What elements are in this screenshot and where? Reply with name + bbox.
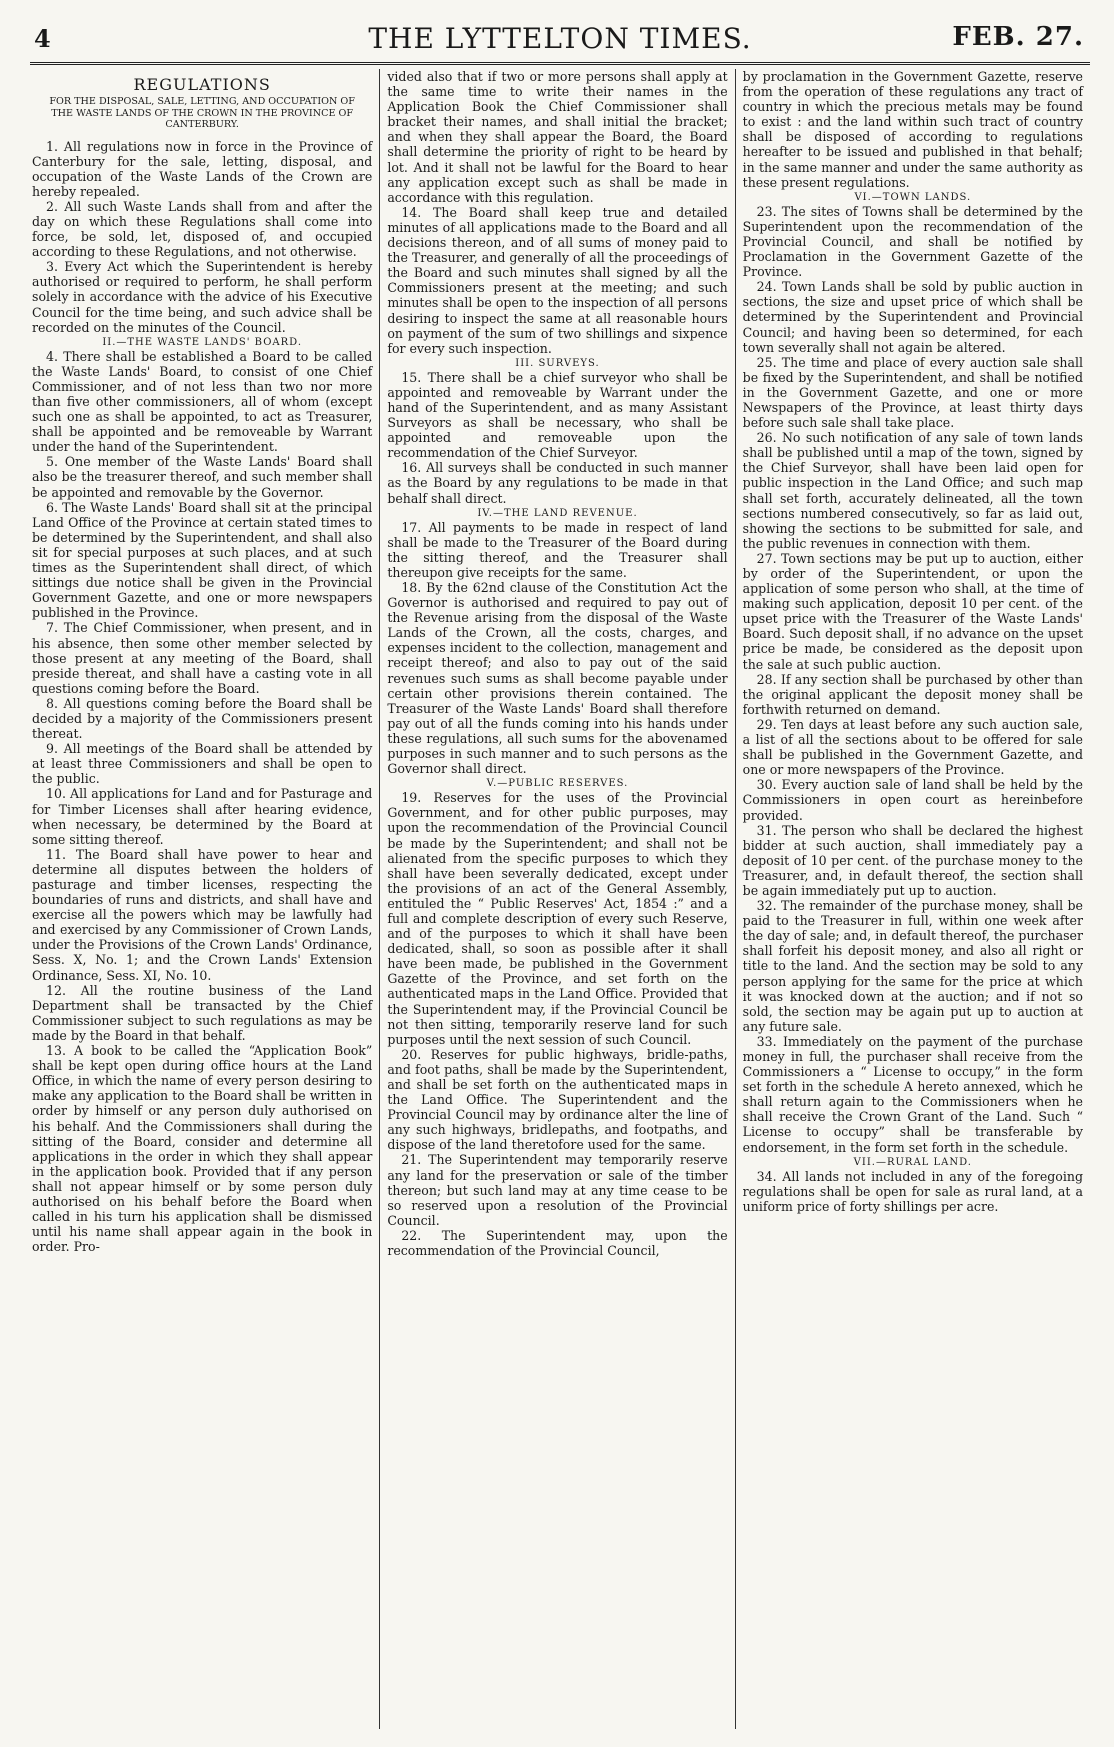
regulation-paragraph: 21. The Superintendent may temporarily reserve any land for the preservation or sale of the timber thereon; but such land may at any time cease to be so reserved upon a resolution of the Provincial Council. <box>387 1152 728 1228</box>
masthead-rule <box>30 62 1090 65</box>
section-heading: V.—PUBLIC RESERVES. <box>486 778 629 790</box>
regulation-paragraph: 26. No such notification of any sale of town lands shall be published until a map of the town, signed by the Chief Surveyor, shall have been laid open for public inspection in the Land Office; and such map shall set forth, accurately delineated, all the town sections numbered consecutively, so far as laid out, showing the sections to be submitted for sale, and the public revenues in connection with them. <box>742 430 1083 551</box>
regulation-paragraph: 2. All such Waste Lands shall from and after the day on which these Regulations shall come into force, be sold, let, disposed of, and occupied according to these Regulations, and not otherwise. <box>32 198 373 260</box>
regulation-paragraph: 18. By the 62nd clause of the Constitution Act the Governor is authorised and required to pay out of the Revenue arising from the disposal of the Waste Lands of the Crown, all the costs, charges, and expenses incident to the collection, management and receipt thereof; and also to pay out of the said revenues such sums as shall become payable under certain other provisions therein contained. The Treasurer of the Waste Lands' Board shall therefore pay out of all the funds coming into his hands under these regulations, all such sums for the abovenamed purposes in such manner and to such persons as the Governor shall direct. <box>387 580 728 777</box>
regulation-paragraph: 31. The person who shall be declared the highest bidder at such auction, shall immediately pay a deposit of 10 per cent. of the purchase money to the Treasurer, and, in default thereof, the section shall be again immediately put up to auction. <box>742 822 1083 898</box>
regulation-paragraph: 17. All payments to be made in respect of land shall be made to the Treasurer of the Board during the sitting thereof, and the Treasurer shall thereupon give receipts for the same. <box>387 519 728 580</box>
column-1 <box>30 69 379 1729</box>
regulation-paragraph: 14. The Board shall keep true and detailed minutes of all applications made to the Board and all decisions thereon, and of all sums of money paid to the Treasurer, and generally of all the proceedings of the Board and such minutes shall signed by all the Commissioners present at the meeting; and such minutes shall be open to the inspection of all persons desiring to inspect the same at all reasonable hours on payment of the sum of two shillings and sixpence for every such inspection. <box>387 204 728 356</box>
regulation-paragraph: 28. If any section shall be purchased by other than the original applicant the deposit money shall be forthwith returned on demand. <box>742 671 1083 717</box>
regulation-paragraph: 29. Ten days at least before any such auction sale, a list of all the sections about to be offered for sale shall be published in the Government Gazette, and one or more newspapers of the Province. <box>742 716 1083 778</box>
regulation-paragraph: 30. Every auction sale of land shall be held by the Commissioners in open court as hereinbefore provided. <box>742 777 1083 823</box>
masthead <box>30 18 1090 58</box>
regulation-paragraph: 20. Reserves for public highways, bridle-paths, and foot paths, shall be made by the Superintendent, and shall be set forth on the authenticated maps in the Land Office. The Superintendent and the Provincial Council may by ordinance alter the line of any such highways, bridlepaths, and footpaths, and dispose of the land theretofore used for the same. <box>387 1046 728 1153</box>
regulation-paragraph: 5. One member of the Waste Lands' Board shall also be the treasurer thereof, and such member shall be appointed and removable by the Governor. <box>32 454 373 500</box>
regulation-paragraph: 8. All questions coming before the Board shall be decided by a majority of the Commissioners present thereat. <box>32 695 373 742</box>
regulation-paragraph: 22. The Superintendent may, upon the recommendation of the Provincial Council, <box>387 1227 728 1259</box>
regulation-paragraph: 4. There shall be established a Board to be called the Waste Lands' Board, to consist of one Chief Commissioner, and of not less than two nor more than five other commissioners, all of whom (except such one as shall be appointed, to act as Treasurer, shall be appointed and be removeable by Warrant under the hand of the Superintendent. <box>32 348 373 455</box>
article-subheading: FOR THE DISPOSAL, SALE, LETTING, AND OCCUPATION OF THE WASTE LANDS OF THE CROWN IN THE PROVINCE OF CANTERBURY. <box>49 96 355 130</box>
regulation-paragraph: 6. The Waste Lands' Board shall sit at the principal Land Office of the Province at certain stated times to be determined by the Superintendent, and shall also sit for special purposes at such places, and at such times as the Superintendent shall direct, of which sittings due notice shall be given in the Provincial Government Gazette, and one or more newspapers published in the Province. <box>32 499 373 621</box>
regulation-paragraph: 24. Town Lands shall be sold by public auction in sections, the size and upset price of which shall be determined by the Superintendent and Provincial Council; and having been so determined, for each town severally shall not again be altered. <box>742 279 1083 355</box>
regulation-paragraph: 11. The Board shall have power to hear and determine all disputes between the holders of pasturage and timber licenses, respecting the boundaries of runs and districts, and shall have and exercise all the powers which may be lawfully had and exercised by any Commissioner of Crown Lands, under the Provisions of the Crown Lands' Ordinance, Sess. X, No. 1; and the Crown Lands' Extension Ordinance, Sess. XI, No. 10. <box>32 846 373 983</box>
issue-date: FEB. 27. <box>952 22 1084 52</box>
page-number: 4 <box>34 24 51 53</box>
section-heading: III. SURVEYS. <box>515 357 600 369</box>
regulation-paragraph: 13. A book to be called the “Application Book” shall be kept open during office hours at the Land Office, in which the name of every person desiring to make any application to the Board shall be written in order by himself or any person duly authorised on his behalf. And the Commissioners shall during the sitting of the Board, consider and determine all applications in the order in which they shall appear in the application book. Provided that if any person shall not appear himself or by some person duly authorised on his behalf before the Board when called in his turn his application shall be dismissed until his name shall appear again in the book in order. Pro- <box>32 1043 373 1255</box>
newspaper-title: THE LYTTELTON TIMES. <box>368 22 752 55</box>
regulation-paragraph: 10. All applications for Land and for Pasturage and for Timber Licenses shall after hearing evidence, when necessary, be determined by the Board at some sitting thereof. <box>32 786 373 847</box>
regulation-paragraph: 33. Immediately on the payment of the purchase money in full, the purchaser shall receive from the Commissioners a “ License to occupy,” in the form set forth in the schedule A hereto annexed, which he shall return again to the Commissioners when he shall receive the Crown Grant of the Land. Such “ License to occupy” shall be transferable by endorsement, in the form set forth in the schedule. <box>742 1033 1083 1155</box>
section-heading: IV.—THE LAND REVENUE. <box>477 507 638 519</box>
column-3 <box>735 69 1090 1729</box>
regulation-paragraph: 23. The sites of Towns shall be determined by the Superintendent upon the recommendation of the Provincial Council, and shall be notified by Proclamation in the Government Gazette of the Province. <box>742 203 1083 280</box>
regulation-paragraph: 25. The time and place of every auction sale shall be fixed by the Superintendent, and shall be notified in the Government Gazette, and one or more Newspapers of the Province, at least thirty days before such sale shall take place. <box>742 354 1083 431</box>
regulation-paragraph: vided also that if two or more persons shall apply at the same time to write their names in the Application Book the Chief Commissioner shall bracket their names, and shall initial the bracket; and when they shall appear the Board, the Board shall determine the priority of right to be heard by lot. And it shall not be lawful for the Board to hear any application except such as shall be made in accordance with this regulation. <box>387 69 728 205</box>
regulation-paragraph: 34. All lands not included in any of the foregoing regulations shall be open for sale as rural land, at a uniform price of forty shillings per acre. <box>742 1168 1083 1214</box>
regulation-paragraph: 9. All meetings of the Board shall be attended by at least three Commissioners and shall be open to the public. <box>32 741 373 787</box>
article-heading: REGULATIONS <box>133 75 271 94</box>
regulation-paragraph: 7. The Chief Commissioner, when present, and in his absence, then some other member selected by those present at any meeting of the Board, shall preside thereat, and shall have a casting vote in all questions coming before the Board. <box>32 620 373 696</box>
section-heading: II.—THE WASTE LANDS' BOARD. <box>102 336 302 348</box>
column-2 <box>379 69 734 1729</box>
regulation-paragraph: by proclamation in the Government Gazette, reserve from the operation of these regulations any tract of country in which the precious metals may be found to exist : and the land within such tract of country shall be disposed of according to regulations hereafter to be issued and published in that behalf; in the same manner and under the same authority as these present regulations. <box>742 69 1083 190</box>
regulation-paragraph: 1. All regulations now in force in the Province of Canterbury for the sale, letting, disposal, and occupation of the Waste Lands of the Crown are hereby repealed. <box>32 138 373 199</box>
article-columns <box>30 69 1090 1729</box>
section-heading: VII.—RURAL LAND. <box>853 1156 972 1168</box>
section-heading: VI.—TOWN LANDS. <box>854 191 972 203</box>
regulation-paragraph: 12. All the routine business of the Land Department shall be transacted by the Chief Commissioner subject to such regulations as may be made by the Board in that behalf. <box>32 982 373 1043</box>
regulation-paragraph: 32. The remainder of the purchase money, shall be paid to the Treasurer in full, within one week after the day of sale; and, in default thereof, the purchaser shall forfeit his deposit money, and also all right or title to the land. And the section may be sold to any person applying for the same for the price at which it was knocked down at the auction; and if not so sold, the section may be again put up to auction at any future sale. <box>742 898 1083 1034</box>
regulation-paragraph: 16. All surveys shall be conducted in such manner as the Board by any regulations to be made in that behalf shall direct. <box>387 460 728 506</box>
regulation-paragraph: 19. Reserves for the uses of the Provincial Government, and for other public purposes, may upon the recommendation of the Provincial Council be made by the Superintendent; and shall not be alienated from the specific purposes to which they shall have been severally dedicated, except under the provisions of an act of the General Assembly, entituled the “ Public Reserves' Act, 1854 :” and a full and complete description of every such Reserve, and of the purposes to which it shall have been dedicated, shall, so soon as possible after it shall have been made, be published in the Government Gazette of the Province, and set forth on the authenticated maps in the Land Office. Provided that the Superintendent may, if the Provincial Council be not then sitting, temporarily reserve land for such purposes until the next session of such Council. <box>387 790 728 1047</box>
regulation-paragraph: 3. Every Act which the Superintendent is hereby authorised or required to perform, he shall perform solely in accordance with the advice of his Executive Council for the time being, and such advice shall be recorded on the minutes of the Council. <box>32 259 373 335</box>
regulation-paragraph: 27. Town sections may be put up to auction, either by order of the Superintendent, or upon the application of some person who shall, at the time of making such application, deposit 10 per cent. of the upset price with the Treasurer of the Waste Lands' Board. Such deposit shall, if no advance on the upset price be made, be considered as the deposit upon the sale at such public auction. <box>742 550 1083 672</box>
regulation-paragraph: 15. There shall be a chief surveyor who shall be appointed and removeable by Warrant under the hand of the Superintendent, and as many Assistant Surveyors as shall be necessary, who shall be appointed and removeable upon the recommendation of the Chief Surveyor. <box>387 369 728 461</box>
